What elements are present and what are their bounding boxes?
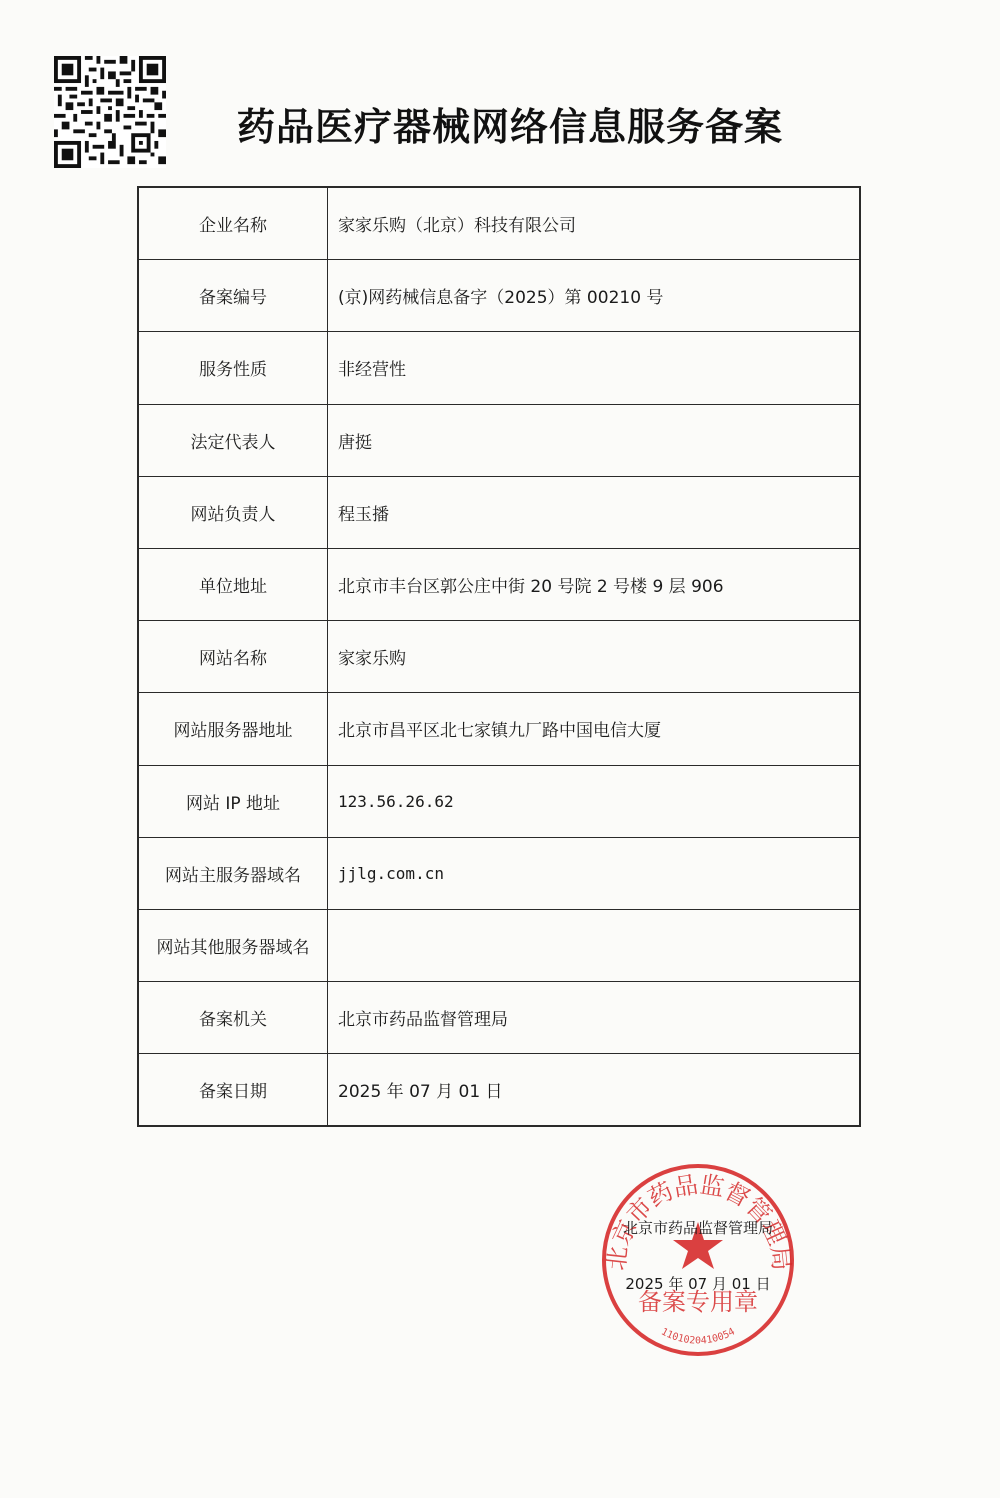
row-value: (京)网药械信息备字（2025）第 00210 号 <box>328 260 861 332</box>
table-row <box>138 765 860 837</box>
table-row <box>138 1054 860 1127</box>
row-value <box>328 909 861 981</box>
row-value: 123.56.26.62 <box>328 765 861 837</box>
table-row <box>138 332 860 404</box>
seal-ring-text: 北京市药品监督管理局 <box>602 1170 796 1272</box>
row-label: 备案编号 <box>138 260 328 332</box>
table-row <box>138 260 860 332</box>
row-label: 网站 IP 地址 <box>138 765 328 837</box>
row-label: 单位地址 <box>138 548 328 620</box>
row-value: 家家乐购（北京）科技有限公司 <box>328 187 861 260</box>
page-title: 药品医疗器械网络信息服务备案 <box>236 105 783 149</box>
table-row <box>138 837 860 909</box>
table-row <box>138 404 860 476</box>
seal-code: 1101020410054 <box>659 1326 737 1347</box>
row-label: 网站名称 <box>138 621 328 693</box>
row-value: 程玉播 <box>328 476 861 548</box>
svg-text:1101020410054 <box>659 1326 737 1346</box>
seal-overlay-date: 2025 年 07 月 01 日 <box>625 1275 771 1293</box>
row-label: 法定代表人 <box>138 404 328 476</box>
row-label: 服务性质 <box>138 332 328 404</box>
row-label: 网站其他服务器域名 <box>138 909 328 981</box>
row-label: 网站主服务器域名 <box>138 837 328 909</box>
table-row <box>138 693 860 765</box>
official-seal-icon <box>598 1160 798 1360</box>
row-value: 非经营性 <box>328 332 861 404</box>
table-row <box>138 548 860 620</box>
record-table <box>137 186 861 1127</box>
seal-center-text: 备案专用章 <box>638 1288 758 1316</box>
row-value: 北京市药品监督管理局 <box>328 982 861 1054</box>
table-row <box>138 621 860 693</box>
table-row <box>138 187 860 260</box>
table-row <box>138 982 860 1054</box>
row-label: 网站服务器地址 <box>138 693 328 765</box>
qr-code-icon <box>54 56 166 168</box>
row-value: jjlg.com.cn <box>328 837 861 909</box>
row-value: 北京市丰台区郭公庄中街 20 号院 2 号楼 9 层 906 <box>328 548 861 620</box>
row-value: 家家乐购 <box>328 621 861 693</box>
row-label: 备案机关 <box>138 982 328 1054</box>
seal-overlay-issuer: 北京市药品监督管理局 <box>622 1219 773 1237</box>
row-value: 唐挺 <box>328 404 861 476</box>
row-label: 备案日期 <box>138 1054 328 1127</box>
row-label: 企业名称 <box>138 187 328 260</box>
row-value: 北京市昌平区北七家镇九厂路中国电信大厦 <box>328 693 861 765</box>
table-row <box>138 909 860 981</box>
row-label: 网站负责人 <box>138 476 328 548</box>
row-value: 2025 年 07 月 01 日 <box>328 1054 861 1127</box>
table-row <box>138 476 860 548</box>
